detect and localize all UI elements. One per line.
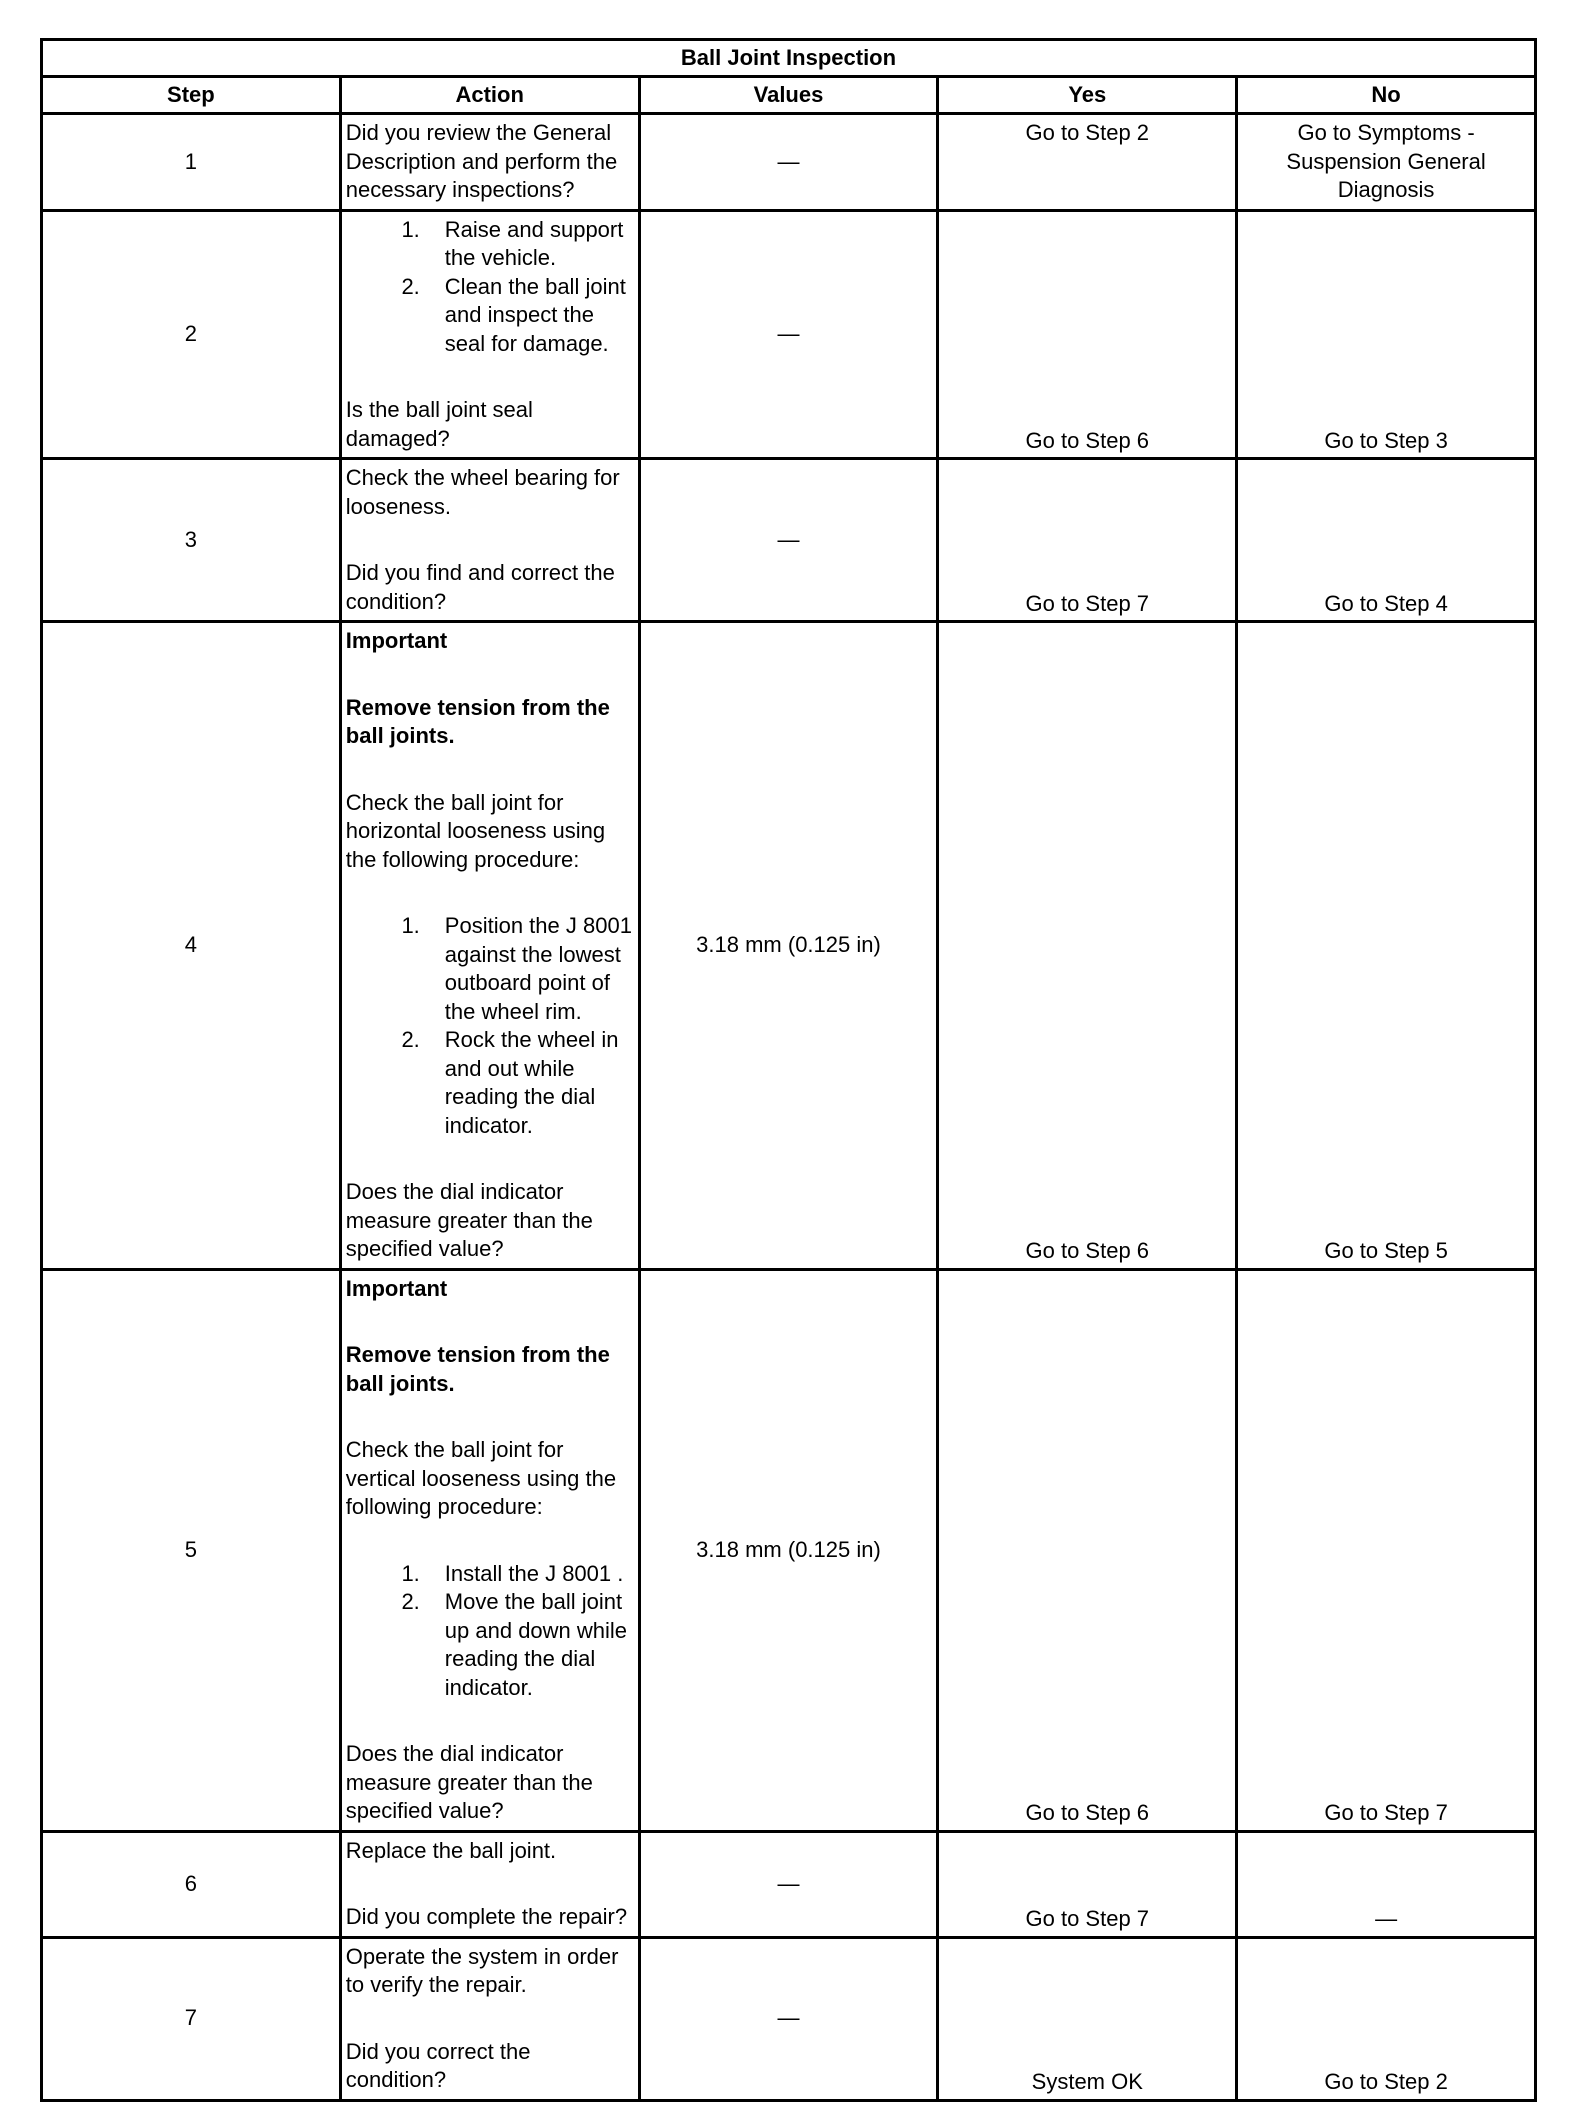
yes-cell: Go to Step 6: [938, 210, 1237, 459]
yes-cell: Go to Step 7: [938, 1831, 1237, 1937]
numbered-list: [346, 912, 634, 1140]
action-text: Does the dial indicator measure greater than the specified value?: [345, 1741, 593, 1823]
table-row: [42, 622, 1536, 1270]
action-cell: [340, 1937, 639, 2100]
no-cell: Go to Step 3: [1237, 210, 1536, 459]
no-cell: Go to Step 7: [1237, 1269, 1536, 1831]
table-row: [42, 459, 1536, 622]
action-cell: [340, 1269, 639, 1831]
action-text: Did you complete the repair?: [345, 1904, 628, 1929]
yes-cell: Go to Step 7: [938, 459, 1237, 622]
yes-cell: System OK: [938, 1937, 1237, 2100]
step-number: 3: [42, 459, 341, 622]
list-number: 2.: [401, 1027, 420, 1052]
yes-cell: Go to Step 6: [938, 1269, 1237, 1831]
step-number: 5: [42, 1269, 341, 1831]
list-item-text: Clean the ball joint and inspect the seal for damage.: [444, 273, 626, 356]
action-text: Did you correct the condition?: [345, 2038, 531, 2092]
step-number: 1: [42, 114, 341, 211]
important-note: Remove tension from the ball joints.: [345, 694, 610, 748]
values-cell: —: [639, 459, 938, 622]
table-title: Ball Joint Inspection: [42, 40, 1536, 77]
list-item-text: Install the J 8001 .: [444, 1560, 624, 1586]
yes-cell: Go to Step 6: [938, 622, 1237, 1270]
list-item: [346, 1560, 634, 1589]
list-number: 1.: [401, 1560, 420, 1586]
table-row: [42, 114, 1536, 211]
header-action: Action: [340, 77, 639, 114]
list-item-text: Raise and support the vehicle.: [444, 216, 624, 270]
values-cell: —: [639, 114, 938, 211]
yes-cell: Go to Step 2: [938, 114, 1237, 211]
action-text: Check the ball joint for horizontal looseness using the following procedure:: [345, 789, 606, 872]
action-cell: [340, 210, 639, 459]
no-cell: Go to Step 4: [1237, 459, 1536, 622]
list-item-text: Rock the wheel in and out while reading the dial indicator.: [444, 1027, 619, 1138]
no-cell: Go to Step 2: [1237, 1937, 1536, 2100]
list-item: [346, 1588, 634, 1702]
table-row: [42, 1937, 1536, 2100]
important-note: Important: [345, 628, 448, 653]
action-text: Is the ball joint seal damaged?: [345, 397, 533, 451]
ball-joint-inspection-table: [40, 38, 1537, 2102]
step-number: 6: [42, 1831, 341, 1937]
list-item: [346, 216, 634, 273]
action-text: Did you find and correct the condition?: [345, 560, 615, 614]
numbered-list: [346, 1560, 634, 1703]
action-text: Did you review the General Description and perform the necessary inspections?: [345, 120, 618, 202]
list-item-text: Move the ball joint up and down while reading the dial indicator.: [444, 1589, 628, 1700]
action-cell: [340, 459, 639, 622]
action-text: Check the wheel bearing for looseness.: [345, 465, 620, 519]
header-no: No: [1237, 77, 1536, 114]
values-cell: —: [639, 1831, 938, 1937]
list-item: [346, 273, 634, 359]
table-row: [42, 210, 1536, 459]
list-number: 2.: [401, 273, 420, 299]
table-row: [42, 1831, 1536, 1937]
list-item: [346, 912, 634, 1026]
header-values: Values: [639, 77, 938, 114]
action-text: Does the dial indicator measure greater than the specified value?: [345, 1179, 593, 1261]
header-yes: Yes: [938, 77, 1237, 114]
no-cell: Go to Symptoms - Suspension General Diagnosis: [1237, 114, 1536, 211]
list-number: 2.: [401, 1589, 420, 1614]
values-cell: —: [639, 1937, 938, 2100]
step-number: 7: [42, 1937, 341, 2100]
list-item-text: Position the J 8001 against the lowest outboard point of the wheel rim.: [444, 913, 632, 1024]
no-cell: Go to Step 5: [1237, 622, 1536, 1270]
step-number: 4: [42, 622, 341, 1270]
action-text: Operate the system in order to verify the repair.: [345, 1943, 619, 1997]
action-cell: [340, 622, 639, 1270]
important-note: Important: [345, 1275, 448, 1301]
action-text: Replace the ball joint.: [345, 1837, 557, 1863]
values-cell: —: [639, 210, 938, 459]
action-text: Check the ball joint for vertical looseness using the following procedure:: [345, 1437, 617, 1519]
list-number: 1.: [401, 216, 420, 242]
header-step: Step: [42, 77, 341, 114]
action-cell: [340, 114, 639, 211]
table-row: [42, 1269, 1536, 1831]
numbered-list: [346, 216, 634, 359]
important-note: Remove tension from the ball joints.: [345, 1342, 610, 1396]
list-number: 1.: [401, 913, 420, 938]
values-cell: 3.18 mm (0.125 in): [639, 1269, 938, 1831]
action-cell: [340, 1831, 639, 1937]
no-cell: —: [1237, 1831, 1536, 1937]
list-item: [346, 1026, 634, 1140]
step-number: 2: [42, 210, 341, 459]
values-cell: 3.18 mm (0.125 in): [639, 622, 938, 1270]
